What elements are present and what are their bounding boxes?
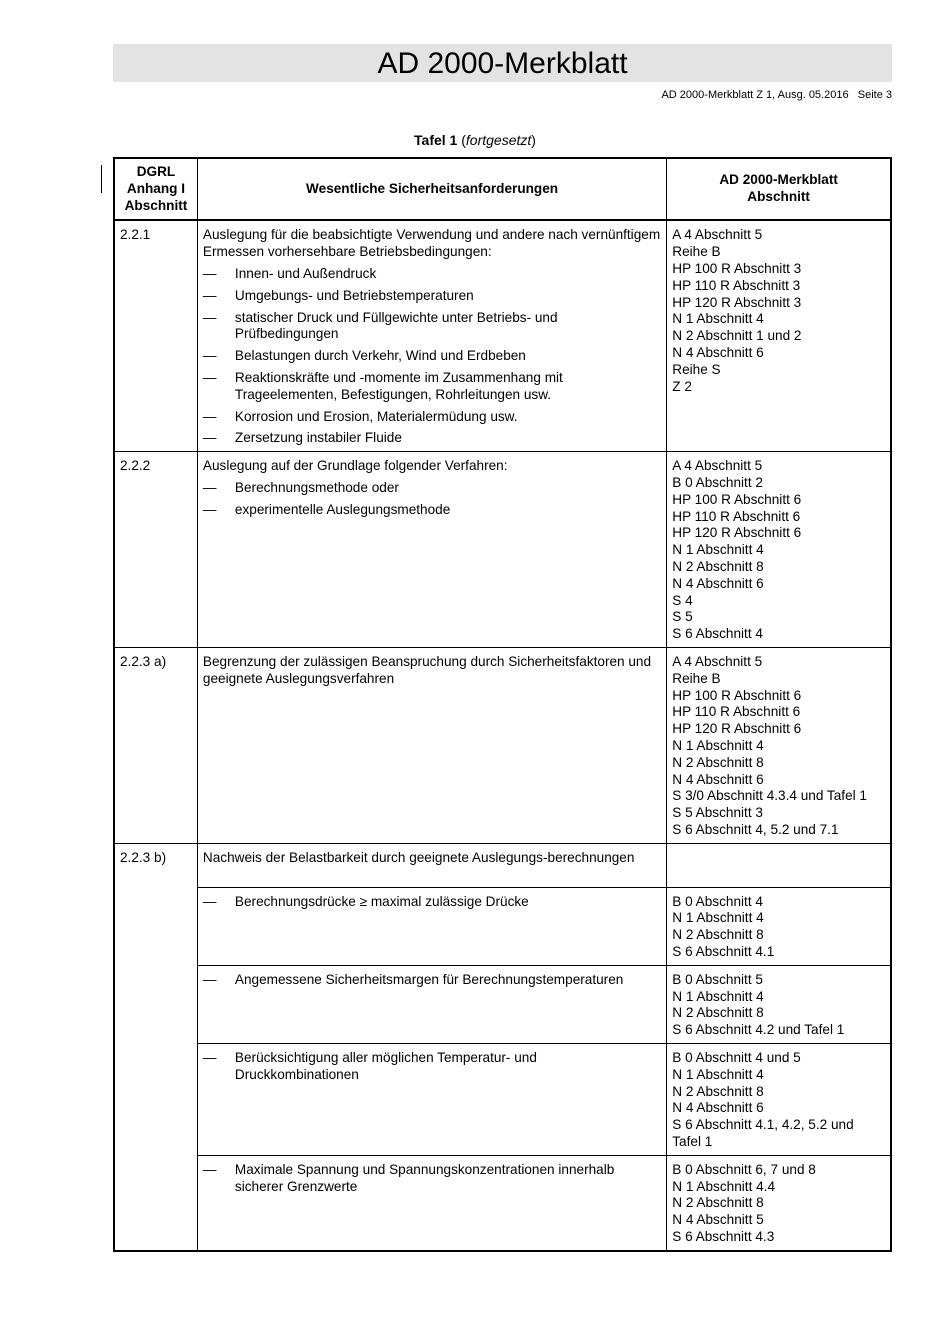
reference: HP 120 R Abschnitt 6 <box>672 721 802 737</box>
table-header-row <box>114 158 891 220</box>
dash: — <box>202 309 217 325</box>
header-merkblatt <box>667 158 891 220</box>
list-item <box>203 266 661 283</box>
reference: S 6 Abschnitt 4.3 <box>672 1229 775 1245</box>
list-item <box>203 430 661 447</box>
requirements-table <box>113 157 892 1252</box>
reference: N 1 Abschnitt 4 <box>672 311 764 327</box>
page-title: AD 2000-Merkblatt <box>113 44 892 82</box>
reference: N 1 Abschnitt 4 <box>672 542 764 558</box>
reference: N 1 Abschnitt 4.4 <box>672 1178 776 1194</box>
requirement-lead: Auslegung auf der Grundlage folgender Verfahren: <box>202 458 508 474</box>
table-row <box>114 843 891 887</box>
section-cell: 2.2.1 <box>114 220 197 451</box>
requirement-cell <box>197 647 666 843</box>
requirement-cell <box>197 887 666 965</box>
header-line: Anhang I <box>126 180 186 196</box>
table-row <box>114 220 891 451</box>
reference-cell <box>667 452 891 648</box>
header-line: Abschnitt <box>124 197 188 213</box>
dash: — <box>202 408 217 424</box>
reference: B 0 Abschnitt 6, 7 und 8 <box>672 1161 816 1177</box>
list-item-text: Belastungen durch Verkehr, Wind und Erdbeben <box>234 348 526 364</box>
table-subrow <box>114 1044 891 1156</box>
reference: N 2 Abschnitt 1 und 2 <box>672 328 802 344</box>
reference-cell <box>667 220 891 451</box>
table-subrow <box>114 965 891 1043</box>
dash: — <box>202 971 217 987</box>
list-item-text: Berücksichtigung aller möglichen Temperatur- und Druckkombinationen <box>234 1050 537 1082</box>
list-item-text: Reaktionskräfte und -momente im Zusammenhang mit Trageelementen, Befestigungen, Rohrleitungen usw. <box>234 369 563 402</box>
table-row <box>114 647 891 843</box>
reference: B 0 Abschnitt 4 und 5 <box>672 1050 801 1066</box>
requirement-cell <box>197 220 666 451</box>
reference: A 4 Abschnitt 5 <box>672 458 763 474</box>
reference-cell <box>667 887 891 965</box>
table-row <box>114 452 891 648</box>
table-caption <box>0 132 950 148</box>
section-cell: 2.2.3 b) <box>114 843 197 1251</box>
caption-paren-close: ) <box>531 132 536 148</box>
list-item-text: Innen- und Außendruck <box>234 265 377 281</box>
header-requirements: Wesentliche Sicherheitsanforderungen <box>197 158 666 220</box>
list-item <box>203 1050 661 1084</box>
reference: B 0 Abschnitt 5 <box>672 971 763 987</box>
requirement-lead: Nachweis der Belastbarkeit durch geeignete Auslegungs-berechnungen <box>202 849 635 865</box>
reference: HP 120 R Abschnitt 6 <box>672 525 802 541</box>
reference: HP 110 R Abschnitt 6 <box>672 508 801 524</box>
reference: N 1 Abschnitt 4 <box>672 737 764 753</box>
section-cell: 2.2.3 a) <box>114 647 197 843</box>
reference: S 6 Abschnitt 4.1 <box>672 944 775 960</box>
list-item-text: Umgebungs- und Betriebstemperaturen <box>234 287 474 303</box>
reference-cell <box>667 843 891 887</box>
list-item-text: experimentelle Auslegungsmethode <box>234 501 451 517</box>
reference: A 4 Abschnitt 5 <box>672 227 763 243</box>
reference: S 6 Abschnitt 4 <box>672 626 763 642</box>
dash: — <box>202 1161 217 1177</box>
section-cell: 2.2.2 <box>114 452 197 648</box>
dash: — <box>202 369 217 385</box>
reference: HP 120 R Abschnitt 3 <box>672 294 802 310</box>
dash: — <box>202 265 217 281</box>
caption-label: Tafel 1 <box>414 132 458 148</box>
reference: N 1 Abschnitt 4 <box>672 1066 764 1082</box>
list-item <box>203 894 661 911</box>
reference: B 0 Abschnitt 2 <box>672 474 763 490</box>
reference: HP 100 R Abschnitt 6 <box>672 687 802 703</box>
list-item <box>203 370 661 404</box>
header-line: DGRL <box>136 164 176 179</box>
requirement-lead: Auslegung für die beabsichtigte Verwendung und andere nach vernünftigem Ermessen vorhersehbare Betriebsbedingungen: <box>202 227 661 260</box>
reference: N 2 Abschnitt 8 <box>672 927 764 943</box>
reference-cell <box>667 647 891 843</box>
caption-paren-open: ( <box>457 132 466 148</box>
change-bar <box>101 165 102 193</box>
reference: N 4 Abschnitt 6 <box>672 1100 764 1116</box>
table-subrow <box>114 1155 891 1250</box>
reference: N 1 Abschnitt 4 <box>672 988 764 1004</box>
reference: N 2 Abschnitt 8 <box>672 754 764 770</box>
reference: Reihe B <box>672 670 721 686</box>
reference: S 3/0 Abschnitt 4.3.4 und Tafel 1 <box>672 788 867 804</box>
list-item-text: Berechnungsdrücke ≥ maximal zulässige Drücke <box>234 893 529 909</box>
reference: N 2 Abschnitt 8 <box>672 1005 764 1021</box>
reference: B 0 Abschnitt 4 <box>672 893 763 909</box>
list-item-text: statischer Druck und Füllgewichte unter Betriebs- und Prüfbedingungen <box>234 309 558 342</box>
reference: HP 110 R Abschnitt 6 <box>672 704 801 720</box>
reference: N 1 Abschnitt 4 <box>672 910 764 926</box>
requirement-cell <box>197 965 666 1043</box>
list-item-text: Korrosion und Erosion, Materialermüdung usw. <box>234 408 518 424</box>
reference: S 6 Abschnitt 4, 5.2 und 7.1 <box>672 821 839 837</box>
list-item-text: Zersetzung instabiler Fluide <box>234 430 402 446</box>
reference: S 6 Abschnitt 4.2 und Tafel 1 <box>672 1022 845 1038</box>
dash: — <box>202 479 217 495</box>
list-item <box>203 288 661 305</box>
list-item <box>203 480 661 497</box>
reference: N 2 Abschnitt 8 <box>672 558 764 574</box>
dash: — <box>202 1050 217 1066</box>
list-item-text: Maximale Spannung und Spannungskonzentrationen innerhalb sicherer Grenzwerte <box>234 1161 615 1194</box>
list-item <box>203 409 661 426</box>
reference: Reihe S <box>672 361 721 377</box>
dash: — <box>202 501 217 517</box>
reference: S 5 <box>672 609 693 625</box>
table-subrow <box>114 887 891 965</box>
reference: S 4 <box>672 592 693 608</box>
list-item <box>203 348 661 365</box>
list-item-text: Berechnungsmethode oder <box>234 479 399 495</box>
reference: A 4 Abschnitt 5 <box>672 653 763 669</box>
header-line: AD 2000-Merkblatt <box>719 172 838 188</box>
list-item <box>203 502 661 519</box>
header-dgrl <box>114 158 197 220</box>
list-item <box>203 310 661 344</box>
reference: N 4 Abschnitt 6 <box>672 771 764 787</box>
requirement-lead: Begrenzung der zulässigen Beanspruchung durch Sicherheitsfaktoren und geeignete Auslegungsverfahren <box>202 653 652 686</box>
dash: — <box>202 893 217 909</box>
list-item-text: Angemessene Sicherheitsmargen für Berechnungstemperaturen <box>234 971 624 987</box>
reference: Reihe B <box>672 244 721 260</box>
reference: N 4 Abschnitt 5 <box>672 1212 764 1228</box>
reference: N 4 Abschnitt 6 <box>672 344 764 360</box>
reference: S 6 Abschnitt 4.1, 4.2, 5.2 und Tafel 1 <box>672 1117 854 1150</box>
requirement-cell <box>197 452 666 648</box>
reference-cell <box>667 1044 891 1156</box>
dash: — <box>202 287 217 303</box>
list-item <box>203 972 661 989</box>
reference-cell <box>667 965 891 1043</box>
list-item <box>203 1162 661 1196</box>
document-reference: AD 2000-Merkblatt Z 1, Ausg. 05.2016 Seite 3 <box>661 89 892 101</box>
requirement-cell <box>197 1044 666 1156</box>
reference: N 2 Abschnitt 8 <box>672 1083 764 1099</box>
reference: N 4 Abschnitt 6 <box>672 575 764 591</box>
reference: HP 100 R Abschnitt 6 <box>672 491 802 507</box>
requirement-cell <box>197 1155 666 1250</box>
reference-cell <box>667 1155 891 1250</box>
caption-note: fortgesetzt <box>465 132 532 148</box>
reference: N 2 Abschnitt 8 <box>672 1195 764 1211</box>
reference: HP 100 R Abschnitt 3 <box>672 260 802 276</box>
reference: S 5 Abschnitt 3 <box>672 805 763 821</box>
reference: HP 110 R Abschnitt 3 <box>672 277 801 293</box>
header-line: Abschnitt <box>747 189 810 205</box>
requirement-cell <box>197 843 666 887</box>
dash: — <box>202 348 217 364</box>
dash: — <box>202 430 217 446</box>
reference: Z 2 <box>672 378 692 394</box>
